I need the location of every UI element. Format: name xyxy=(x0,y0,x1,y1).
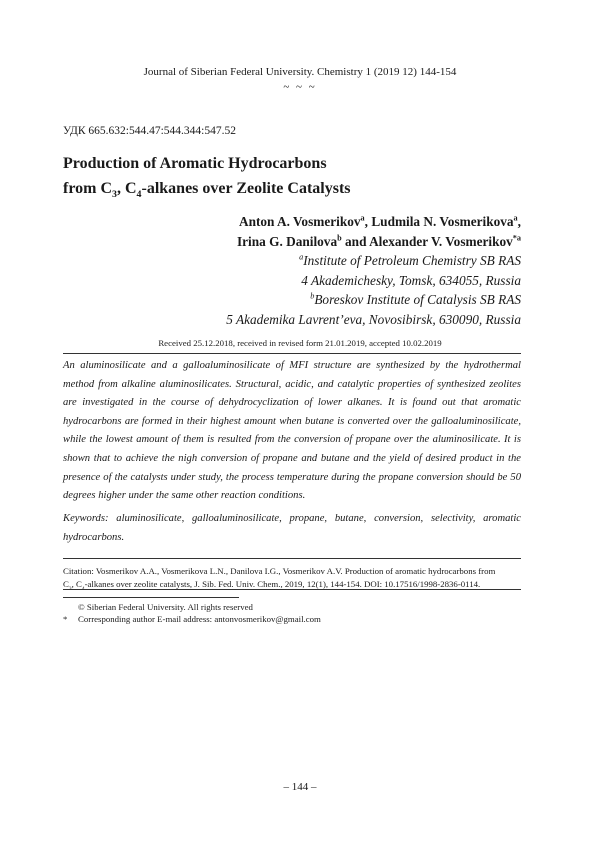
title-subscript: 4 xyxy=(136,189,142,201)
footnote-rule xyxy=(63,597,239,598)
affiliation-a-address: 4 Akademichesky, Tomsk, 634055, Russia xyxy=(301,272,521,288)
affiliation-mark: b xyxy=(310,291,315,301)
citation-text: C xyxy=(63,578,69,589)
footnote-corresponding xyxy=(63,613,321,625)
author-name: Alexander V. Vosmerikov xyxy=(369,233,513,249)
separator: , xyxy=(517,214,521,229)
author-affiliation-mark: a xyxy=(360,213,365,223)
footnotes xyxy=(63,601,321,625)
title-text: -alkanes over Zeolite Catalysts xyxy=(141,180,351,197)
authors-line-1 xyxy=(226,212,521,232)
header-ornament: ~ ~ ~ xyxy=(283,81,317,93)
paper-title xyxy=(63,151,351,201)
affiliation-b xyxy=(226,290,521,310)
title-line-2 xyxy=(63,176,351,201)
footnote-text: Corresponding author E-mail address: antonvosmerikov@gmail.com xyxy=(78,614,321,624)
title-subscript: 3 xyxy=(112,189,117,201)
author-affiliation-mark: *a xyxy=(512,233,521,243)
keywords: Keywords: aluminosilicate, galloaluminosilicate, propane, butane, conversion, selectivity, aromatic hydrocarbons. xyxy=(63,513,521,543)
title-text: , C xyxy=(116,180,137,197)
citation-subscript: 3 xyxy=(68,585,72,592)
page-number: – 144 – xyxy=(283,781,317,793)
author-name: Anton A. Vosmerikov xyxy=(238,214,361,229)
author-affiliation-mark: a xyxy=(513,213,518,223)
footnote-mark: * xyxy=(63,614,68,624)
author-name: Irina G. Danilova xyxy=(236,233,338,249)
citation-top-rule xyxy=(63,558,521,559)
citation xyxy=(63,565,521,590)
citation-bottom-rule xyxy=(63,589,521,590)
affiliation-b-address: 5 Akademika Lavrent’eva, Novosibirsk, 630090, Russia xyxy=(226,311,521,327)
affiliation-name: Institute of Petroleum Chemistry SB RAS xyxy=(303,253,521,268)
title-line-1: Production of Aromatic Hydrocarbons xyxy=(63,155,327,172)
footnote-copyright xyxy=(63,601,321,613)
affiliation-mark: a xyxy=(299,252,304,262)
affiliation-a xyxy=(226,251,521,271)
separator: and xyxy=(341,233,370,249)
abstract: An aluminosilicate and a galloaluminosilicate of MFI structure are synthesized by the hydrothermal method from alkaline aluminosilicates. Structural, acidic, and catalytic properties of synthesized zeolites are investigated in the course of dehydrocyclization of lower alkanes. It is found out that aromatic hydrocarbons are formed in their highest amount when butane is converted over the galloaluminosilicate, while the lowest amount of them is resulted from the conversion of propane over the aluminosilicate. It is shown that to achieve the nigh conversion of propane and butane and the yield of desired product in the presence of the catalysts under study, the process temperature during the propane conversion should be 50 degrees higher under the same other reaction conditions. xyxy=(63,360,521,502)
abstract-top-rule xyxy=(63,353,521,354)
separator: , xyxy=(364,214,372,229)
received-dates: Received 25.12.2018, received in revised form 21.01.2019, accepted 10.02.2019 xyxy=(158,338,442,348)
authors-block xyxy=(226,212,521,329)
affiliation-name: Boreskov Institute of Catalysis SB RAS xyxy=(314,292,521,307)
citation-text: , C xyxy=(71,578,82,589)
footnote-text: © Siberian Federal University. All rights reserved xyxy=(78,602,253,612)
citation-line-1: Citation: Vosmerikov A.A., Vosmerikova L.N., Danilova I.G., Vosmerikov A.V. Production of aromatic hydrocarbons from xyxy=(63,566,496,576)
title-text: from C xyxy=(63,180,113,197)
author-name: Ludmila N. Vosmerikova xyxy=(371,214,514,229)
citation-text: -alkanes over zeolite catalysts, J. Sib. Fed. Univ. Chem., 2019, 12(1), 144-154. DOI: 10.17516/1998-2836-0114. xyxy=(84,578,481,589)
footnote-mark xyxy=(63,601,78,613)
citation-subscript: 4 xyxy=(81,585,85,592)
udk-code: УДК 665.632:544.47:544.344:547.52 xyxy=(63,125,236,137)
authors-line-2 xyxy=(226,232,521,252)
author-affiliation-mark: b xyxy=(337,233,342,243)
journal-header: Journal of Siberian Federal University. Chemistry 1 (2019 12) 144-154 xyxy=(143,66,457,78)
